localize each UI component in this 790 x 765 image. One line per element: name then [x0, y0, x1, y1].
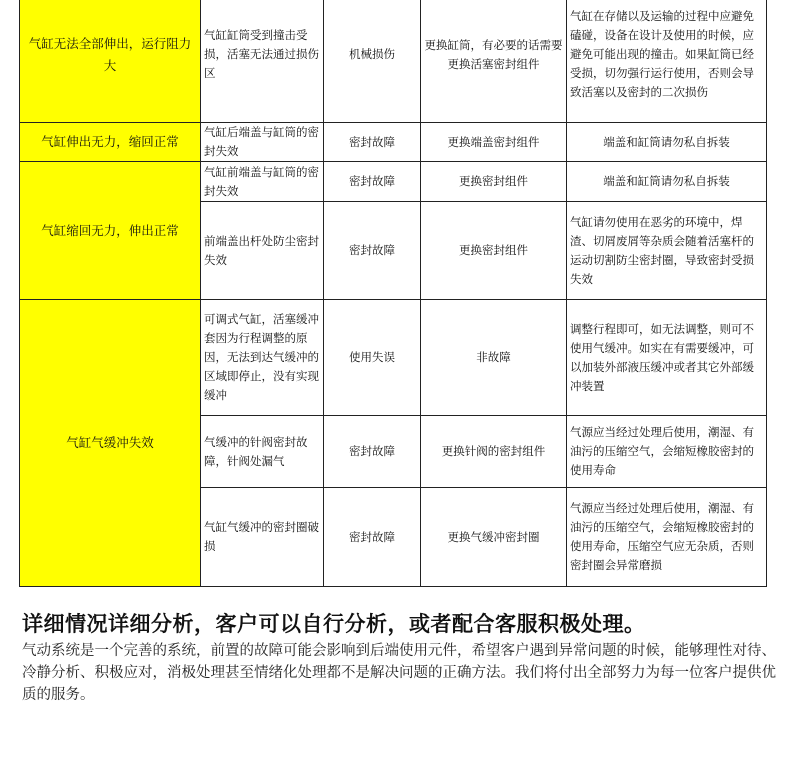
type-cell: 使用失误	[324, 300, 421, 416]
type-cell: 密封故障	[324, 162, 421, 202]
symptom-cell: 气缸无法全部伸出，运行阻力大	[20, 0, 201, 123]
cause-cell: 气缓冲的针阀密封故障，针阀处漏气	[201, 416, 324, 488]
symptom-cell: 气缸伸出无力，缩回正常	[20, 123, 201, 162]
type-cell: 密封故障	[324, 416, 421, 488]
fix-cell: 更换针阀的密封组件	[421, 416, 567, 488]
summary-heading: 详细情况详细分析，客户可以自行分析，或者配合客服积极处理。	[22, 612, 646, 636]
fix-cell: 更换端盖密封组件	[421, 123, 567, 162]
type-cell: 密封故障	[324, 123, 421, 162]
cause-cell: 气缸后端盖与缸筒的密封失效	[201, 123, 324, 162]
table-row	[20, 123, 767, 162]
fix-cell: 更换密封组件	[421, 162, 567, 202]
type-cell: 密封故障	[324, 202, 421, 300]
note-cell: 端盖和缸筒请勿私自拆装	[567, 162, 767, 202]
table-row	[20, 0, 767, 123]
cause-cell: 气缸缸筒受到撞击受损，活塞无法通过损伤区	[201, 0, 324, 123]
cause-cell: 气缸气缓冲的密封圈破损	[201, 488, 324, 587]
type-cell: 机械损伤	[324, 0, 421, 123]
symptom-cell: 气缸气缓冲失效	[20, 300, 201, 587]
fix-cell: 非故障	[421, 300, 567, 416]
fix-cell: 更换气缓冲密封圈	[421, 488, 567, 587]
table-row	[20, 300, 767, 416]
cause-cell: 前端盖出杆处防尘密封失效	[201, 202, 324, 300]
summary-paragraph: 气动系统是一个完善的系统，前置的故障可能会影响到后端使用元件，希望客户遇到异常问题的时候，能够理性对待、冷静分析、积极应对，消极处理甚至情绪化处理都不是解决问题的正确方法。我们将付出全部努力为每一位客户提供优质的服务。	[22, 643, 776, 703]
note-cell: 气缸请勿使用在恶劣的环境中，焊渣、切屑废屑等杂质会随着活塞杆的运动切割防尘密封圈，导致密封受损失效	[567, 202, 767, 300]
symptom-cell: 气缸缩回无力，伸出正常	[20, 162, 201, 300]
fix-cell: 更换密封组件	[421, 202, 567, 300]
cause-cell: 气缸前端盖与缸筒的密封失效	[201, 162, 324, 202]
note-cell: 气源应当经过处理后使用，潮湿、有油污的压缩空气，会缩短橡胶密封的使用寿命，压缩空气应无杂质，否则密封圈会异常磨损	[567, 488, 767, 587]
troubleshooting-table	[19, 0, 767, 587]
cause-cell: 可调式气缸，活塞缓冲套因为行程调整的原因，无法到达气缓冲的区域即停止，没有实现缓冲	[201, 300, 324, 416]
note-cell: 气源应当经过处理后使用，潮湿、有油污的压缩空气，会缩短橡胶密封的使用寿命	[567, 416, 767, 488]
type-cell: 密封故障	[324, 488, 421, 587]
note-cell: 调整行程即可，如无法调整，则可不使用气缓冲。如实在有需要缓冲，可以加装外部液压缓冲或者其它外部缓冲装置	[567, 300, 767, 416]
note-cell: 端盖和缸筒请勿私自拆装	[567, 123, 767, 162]
table-row	[20, 162, 767, 202]
fix-cell: 更换缸筒，有必要的话需要更换活塞密封组件	[421, 0, 567, 123]
note-cell: 气缸在存储以及运输的过程中应避免磕碰，设备在设计及使用的时候，应避免可能出现的撞击。如果缸筒已经受损，切勿强行运行使用，否则会导致活塞以及密封的二次损伤	[567, 0, 767, 123]
